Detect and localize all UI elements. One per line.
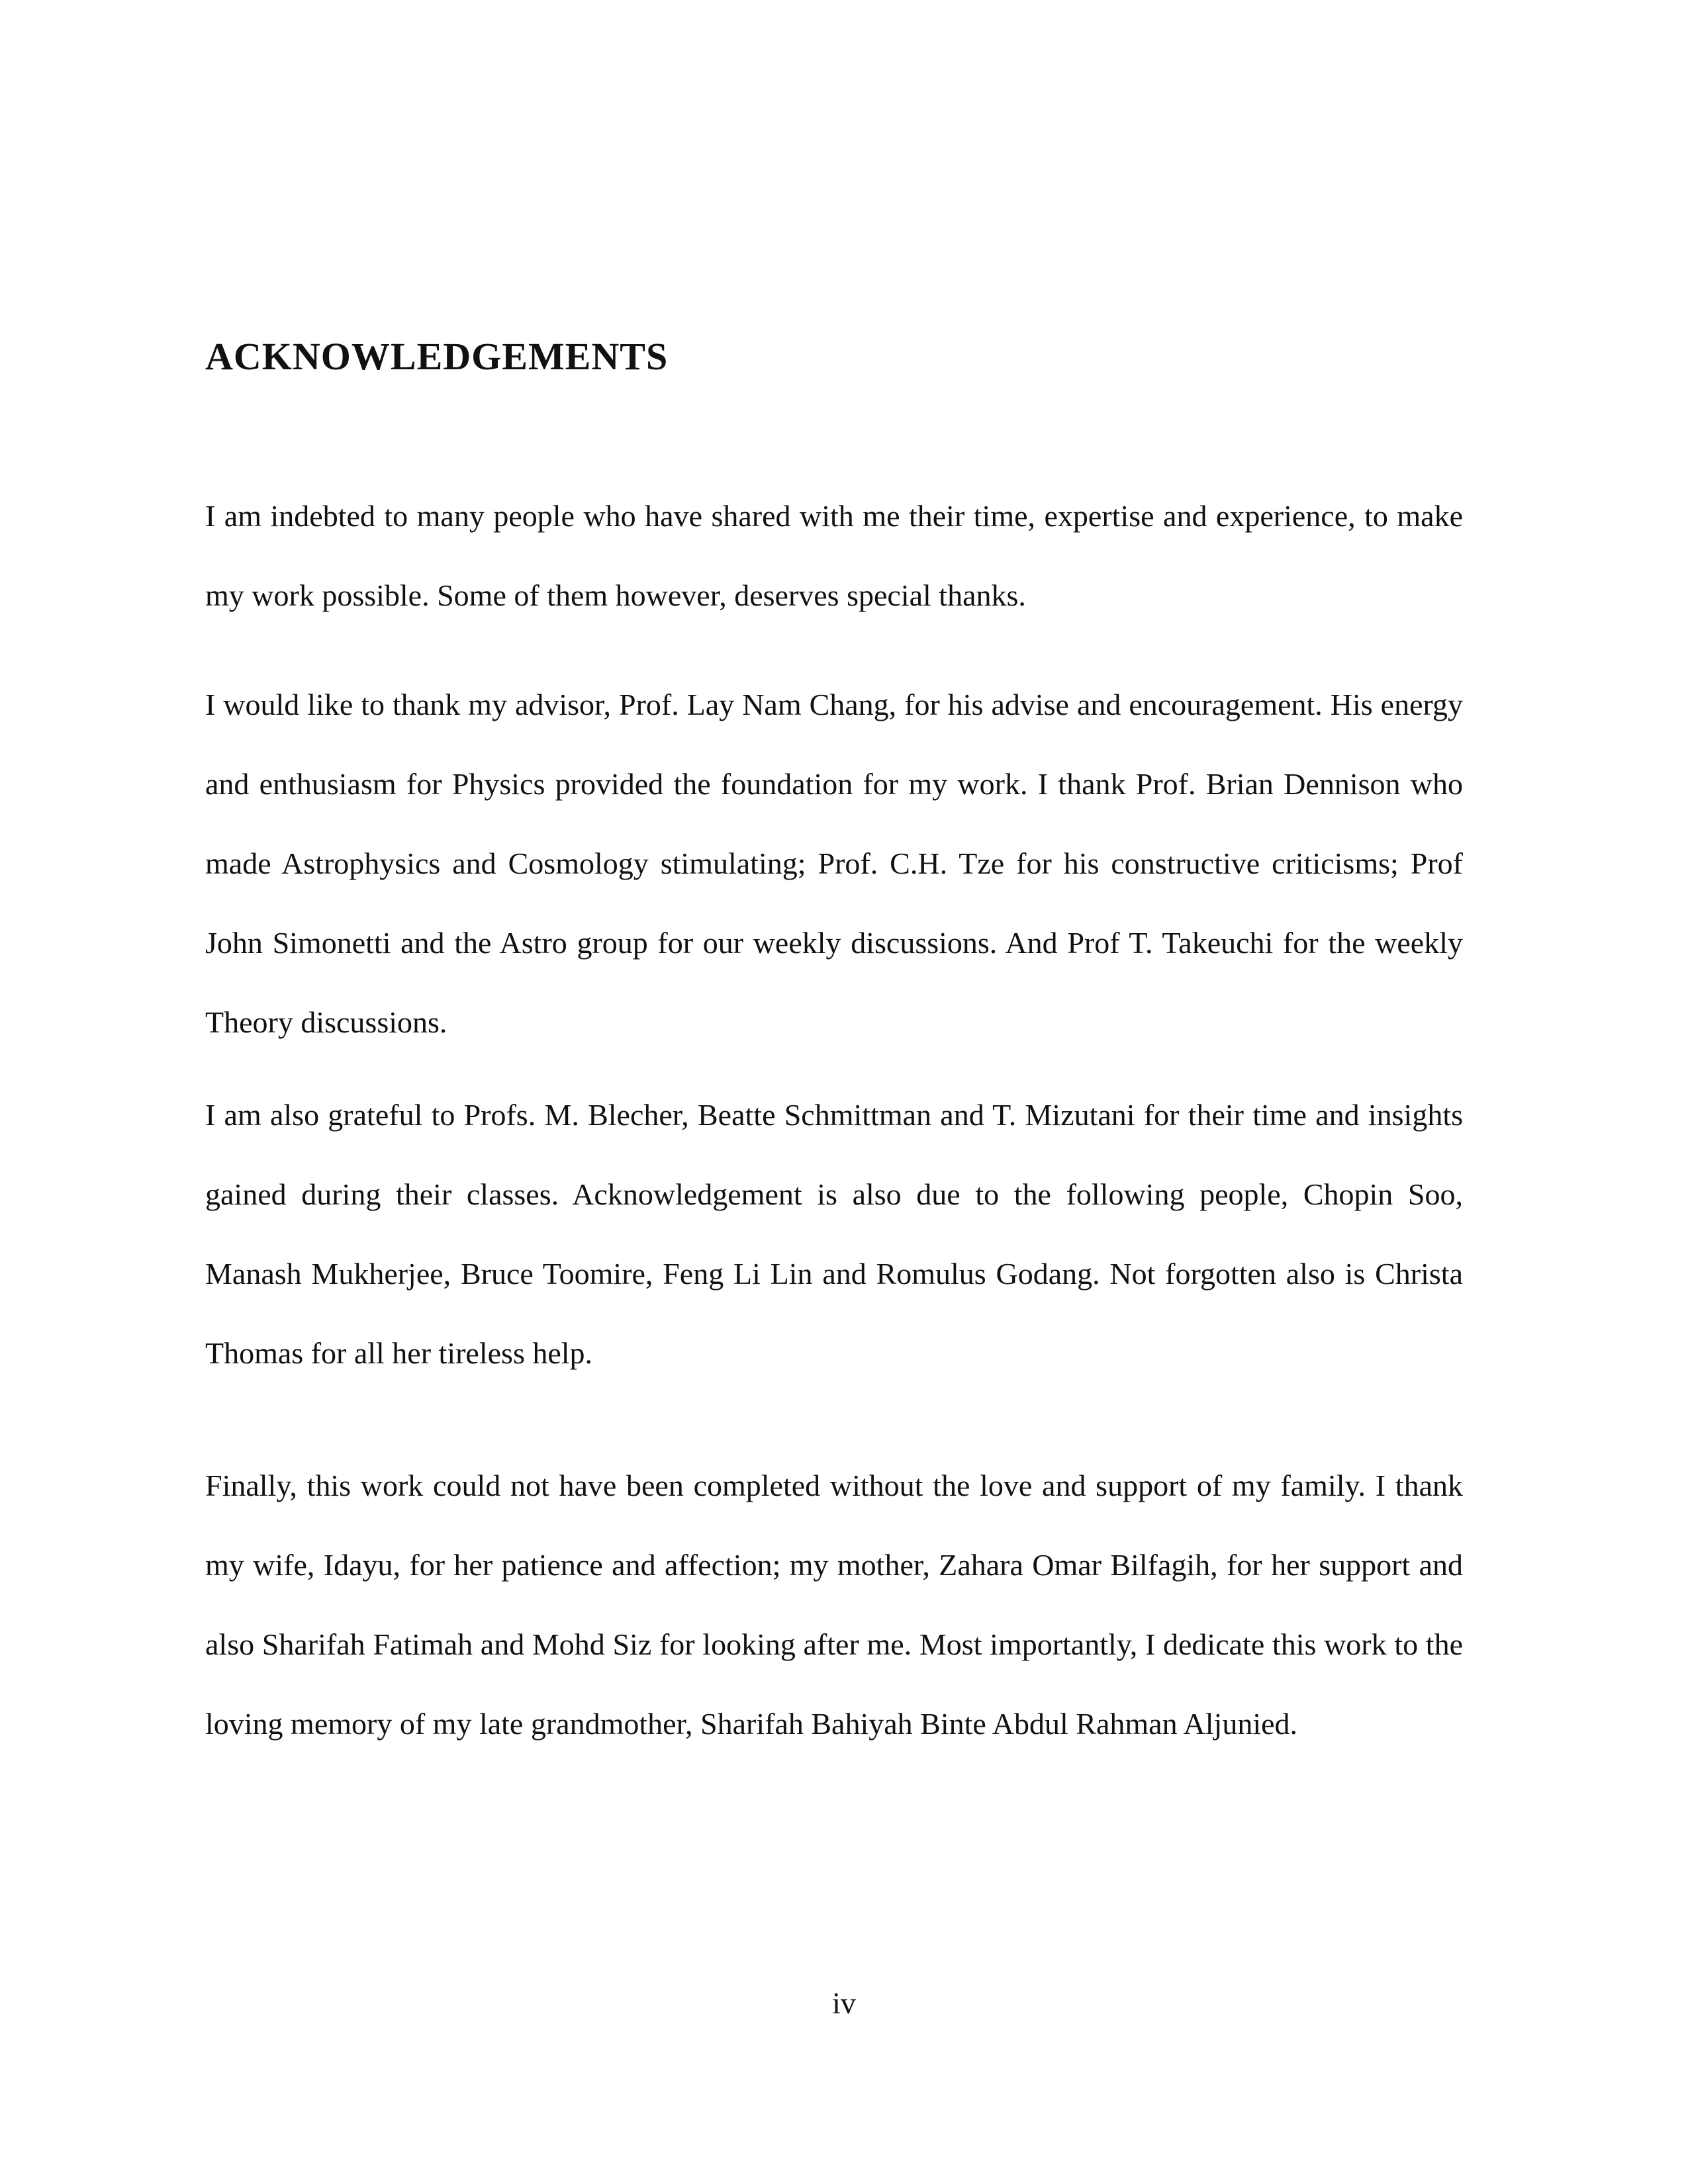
page-number: iv — [832, 1986, 856, 2020]
paragraph-colleagues: I am also grateful to Profs. M. Blecher, Beatte Schmittman and T. Mizutani for their time and insights gained during their classes. Acknowledgement is also due to the following people, Chopin Soo, Manash Mukherjee, Bruce Toomire, Feng Li Lin and Romulus Godang. Not forgotten also is Christa Thomas for all her tireless help. — [205, 1098, 1463, 1370]
page-title: ACKNOWLEDGEMENTS — [205, 335, 669, 378]
paragraph-intro: I am indebted to many people who have shared with me their time, expertise and experience, to make my work possible. Some of them however, deserves special thanks. — [205, 499, 1463, 612]
paragraph-family: Finally, this work could not have been completed without the love and support of my family. I thank my wife, Idayu, for her patience and affection; my mother, Zahara Omar Bilfagih, for her support and also Sharifah Fatimah and Mohd Siz for looking after me. Most importantly, I dedicate this work to the loving memory of my late grandmother, Sharifah Bahiyah Binte Abdul Rahman Aljunied. — [205, 1469, 1463, 1741]
paragraph-advisor: I would like to thank my advisor, Prof. Lay Nam Chang, for his advise and encouragement. His energy and enthusiasm for Physics provided the foundation for my work. I thank Prof. Brian Dennison who made Astrophysics and Cosmology stimulating; Prof. C.H. Tze for his constructive criticisms; Prof John Simonetti and the Astro group for our weekly discussions. And Prof T. Takeuchi for the weekly Theory discussions. — [205, 688, 1463, 1039]
